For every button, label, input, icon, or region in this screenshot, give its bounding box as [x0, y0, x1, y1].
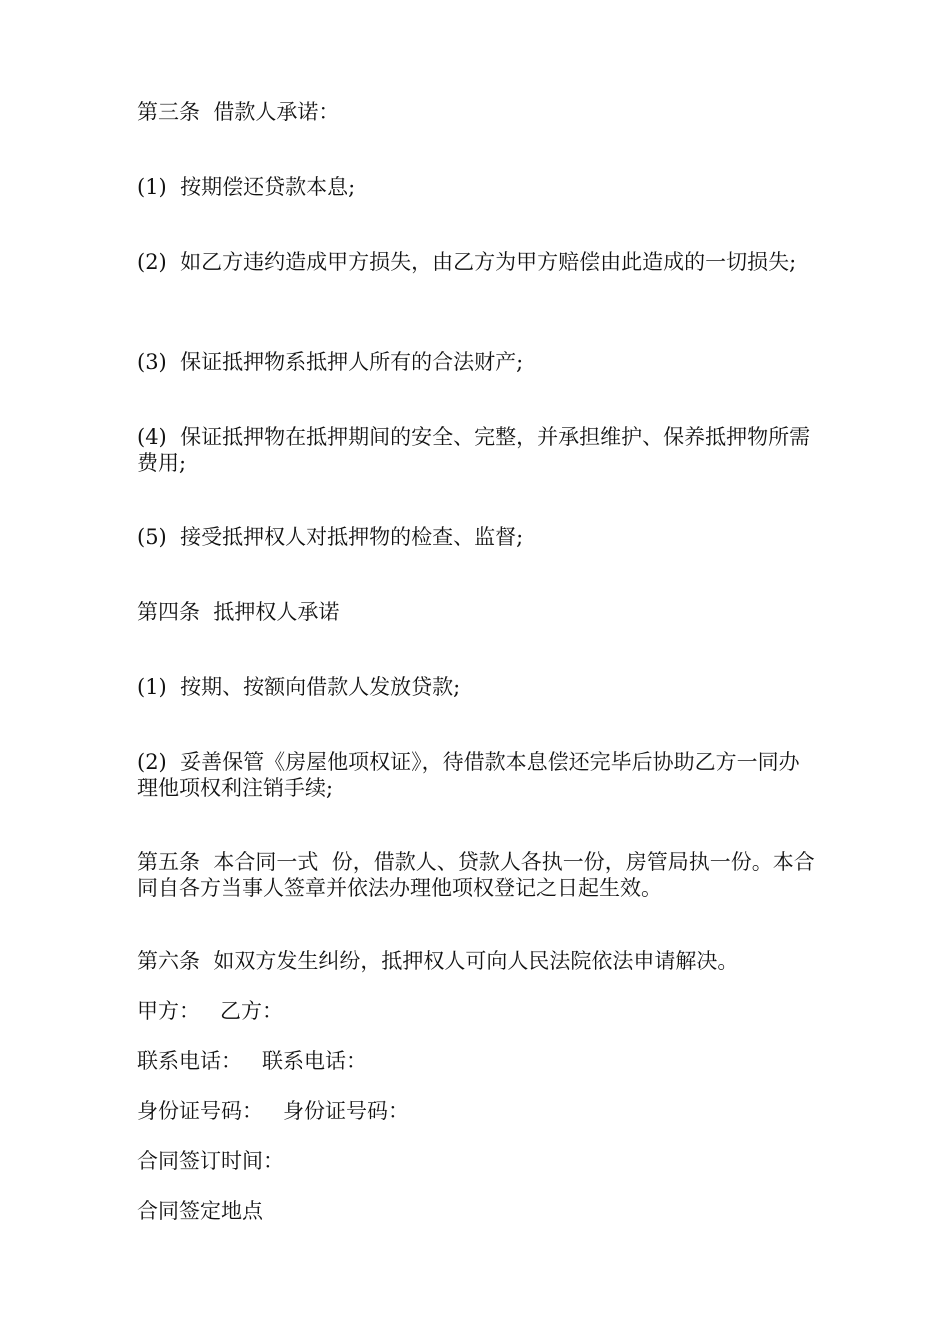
signature-phones: 联系电话： 联系电话：: [137, 1049, 368, 1073]
article-4-title: 第四条 抵押权人承诺: [137, 600, 340, 624]
signature-date: 合同签订时间：: [137, 1149, 284, 1173]
article-3-item-1: (1) 按期偿还贷款本息;: [137, 175, 356, 199]
article-3-item-4: (4) 保证抵押物在抵押期间的安全、完整，并承担维护、保养抵押物所需费用;: [137, 425, 811, 475]
article-5: 第五条 本合同一式 份，借款人、贷款人各执一份，房管局执一份。本合同自各方当事人签章并依法办理他项权登记之日起生效。: [137, 850, 815, 900]
article-6: 第六条 如双方发生纠纷，抵押权人可向人民法院依法申请解决。: [137, 949, 739, 973]
signature-place: 合同签定地点: [137, 1199, 263, 1223]
article-3-item-3: (3) 保证抵押物系抵押人所有的合法财产;: [137, 350, 524, 374]
signature-id-numbers: 身份证号码： 身份证号码：: [137, 1099, 410, 1123]
article-4-item-2: (2) 妥善保管《房屋他项权证》，待借款本息偿还完毕后协助乙方一同办理他项权利注销手续;: [137, 750, 800, 800]
signature-parties: 甲方： 乙方：: [137, 999, 284, 1023]
article-3-item-5: (5) 接受抵押权人对抵押物的检查、监督;: [137, 525, 524, 549]
article-3-title: 第三条 借款人承诺：: [137, 100, 340, 124]
article-4-item-1: (1) 按期、按额向借款人发放贷款;: [137, 675, 461, 699]
article-3-item-2: (2) 如乙方违约造成甲方损失，由乙方为甲方赔偿由此造成的一切损失;: [137, 250, 797, 274]
